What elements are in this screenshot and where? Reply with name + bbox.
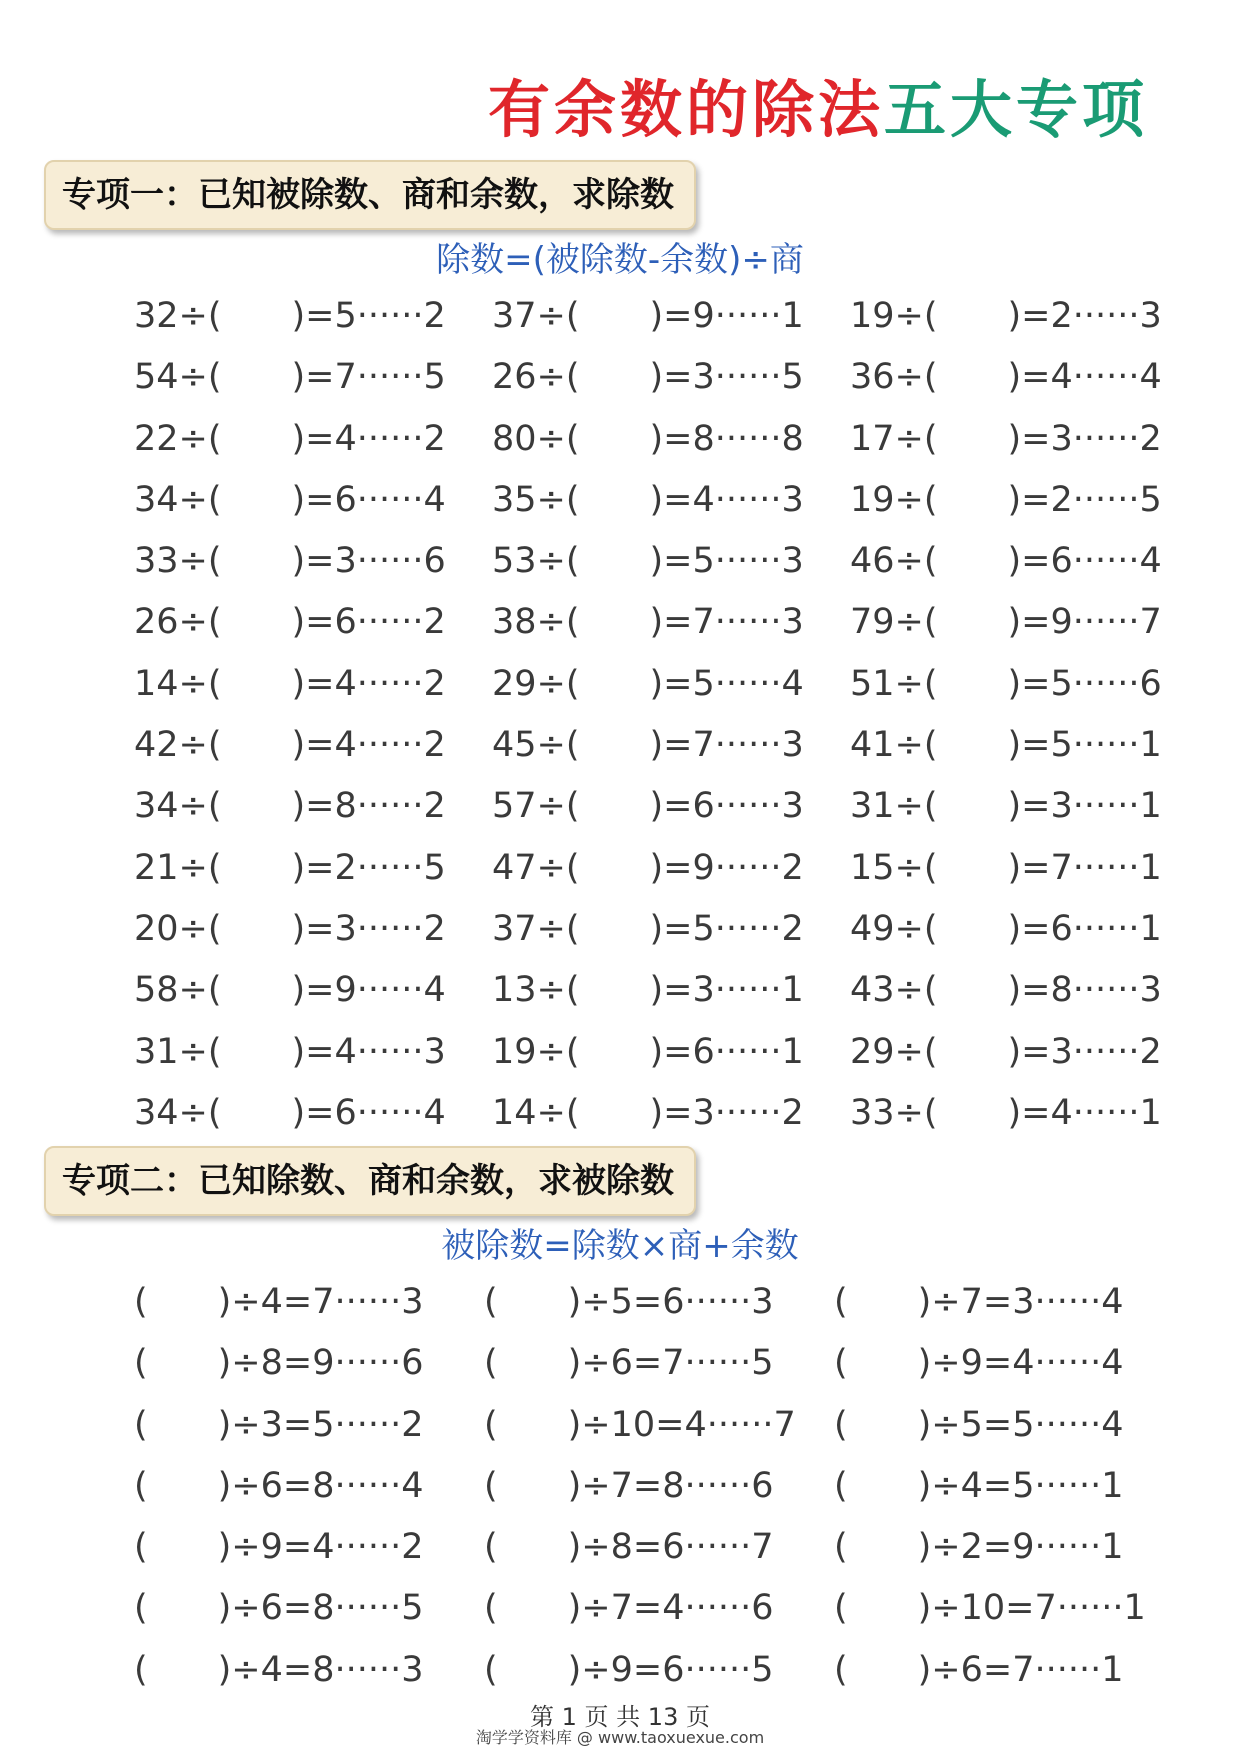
section1-formula: 除数=(被除数-余数)÷商 [436,240,804,280]
problem: 42÷( )=4······2 [134,725,446,766]
problem: ( )÷6=8······5 [134,1588,424,1629]
problem-row [0,715,1240,776]
problem: 19÷( )=6······1 [492,1031,804,1072]
section2-problem-grid [0,1272,1240,1701]
problem: ( )÷9=4······2 [134,1527,424,1568]
section1-heading: 专项一：已知被除数、商和余数，求除数 [44,160,696,230]
problem: ( )÷4=8······3 [134,1649,424,1690]
problem-row [0,1517,1240,1578]
problem: 34÷( )=6······4 [134,1092,446,1133]
problem: 35÷( )=4······3 [492,479,804,520]
problem: 34÷( )=6······4 [134,479,446,520]
problem: 58÷( )=9······4 [134,970,446,1011]
problem: ( )÷4=5······1 [834,1465,1124,1506]
problem-row [0,531,1240,592]
problem: 15÷( )=7······1 [850,847,1162,888]
problem-row [0,409,1240,470]
problem-row [0,838,1240,899]
problem: ( )÷5=6······3 [484,1282,774,1322]
problem: 33÷( )=3······6 [134,541,446,582]
section1-problem-grid [0,286,1240,1144]
problem: ( )÷10=7······1 [834,1588,1146,1629]
problem: ( )÷7=4······6 [484,1588,774,1629]
problem: 14÷( )=3······2 [492,1092,804,1133]
problem: 49÷( )=6······1 [850,908,1162,949]
problem: 37÷( )=9······1 [492,296,804,336]
problem-row [0,1022,1240,1083]
problem: ( )÷7=8······6 [484,1465,774,1506]
problem: 21÷( )=2······5 [134,847,446,888]
problem: ( )÷4=7······3 [134,1282,424,1322]
problem: ( )÷9=6······5 [484,1649,774,1690]
problem: 38÷( )=7······3 [492,602,804,643]
problem-row [0,960,1240,1021]
problem-row [0,899,1240,960]
problem: 14÷( )=4······2 [134,663,446,704]
problem: ( )÷6=7······5 [484,1343,774,1384]
problem-row [0,1333,1240,1394]
problem: 26÷( )=3······5 [492,357,804,398]
problem-row [0,1395,1240,1456]
problem: ( )÷6=7······1 [834,1649,1124,1690]
problem: ( )÷5=5······4 [834,1404,1124,1445]
problem-row [0,347,1240,408]
problem: 43÷( )=8······3 [850,970,1162,1011]
problem: 17÷( )=3······2 [850,418,1162,459]
problem: 37÷( )=5······2 [492,908,804,949]
problem-row [0,1578,1240,1639]
problem: ( )÷2=9······1 [834,1527,1124,1568]
problem-row [0,1456,1240,1517]
page-title [488,70,1148,150]
watermark: 淘学学资料库 @ www.taoxuexue.com [475,1728,765,1747]
problem: ( )÷3=5······2 [134,1404,424,1445]
problem-row [0,1640,1240,1701]
problem: ( )÷10=4······7 [484,1404,796,1445]
problem: 29÷( )=5······4 [492,663,804,704]
problem: ( )÷8=9······6 [134,1343,424,1384]
problem: 13÷( )=3······1 [492,970,804,1011]
problem-row [0,1083,1240,1144]
page-title-green: 五大专项 [883,73,1148,146]
problem: ( )÷7=3······4 [834,1282,1124,1322]
problem: 22÷( )=4······2 [134,418,446,459]
problem: 26÷( )=6······2 [134,602,446,643]
problem: ( )÷9=4······4 [834,1343,1124,1384]
problem: 19÷( )=2······3 [850,296,1162,336]
problem: 32÷( )=5······2 [134,296,446,336]
problem: 20÷( )=3······2 [134,908,446,949]
section2-heading: 专项二：已知除数、商和余数，求被除数 [44,1146,696,1216]
problem: 31÷( )=4······3 [134,1031,446,1072]
problem-row [0,776,1240,837]
problem: 19÷( )=2······5 [850,479,1162,520]
problem: 79÷( )=9······7 [850,602,1162,643]
problem: 51÷( )=5······6 [850,663,1162,704]
problem: ( )÷8=6······7 [484,1527,774,1568]
problem-row [0,286,1240,347]
problem: ( )÷6=8······4 [134,1465,424,1506]
page-title-red: 有余数的除法 [487,73,884,146]
problem: 47÷( )=9······2 [492,847,804,888]
problem: 46÷( )=6······4 [850,541,1162,582]
problem: 54÷( )=7······5 [134,357,446,398]
problem: 57÷( )=6······3 [492,786,804,827]
problem: 45÷( )=7······3 [492,725,804,766]
page-number: 第 1 页 共 13 页 [530,1703,710,1731]
problem-row [0,470,1240,531]
problem: 36÷( )=4······4 [850,357,1162,398]
problem: 53÷( )=5······3 [492,541,804,582]
problem-row [0,592,1240,653]
problem: 34÷( )=8······2 [134,786,446,827]
problem: 31÷( )=3······1 [850,786,1162,827]
problem: 80÷( )=8······8 [492,418,804,459]
problem: 41÷( )=5······1 [850,725,1162,766]
problem: 33÷( )=4······1 [850,1092,1162,1133]
problem: 29÷( )=3······2 [850,1031,1162,1072]
problem-row [0,1272,1240,1333]
problem-row [0,654,1240,715]
section2-formula: 被除数=除数×商+余数 [441,1226,799,1266]
